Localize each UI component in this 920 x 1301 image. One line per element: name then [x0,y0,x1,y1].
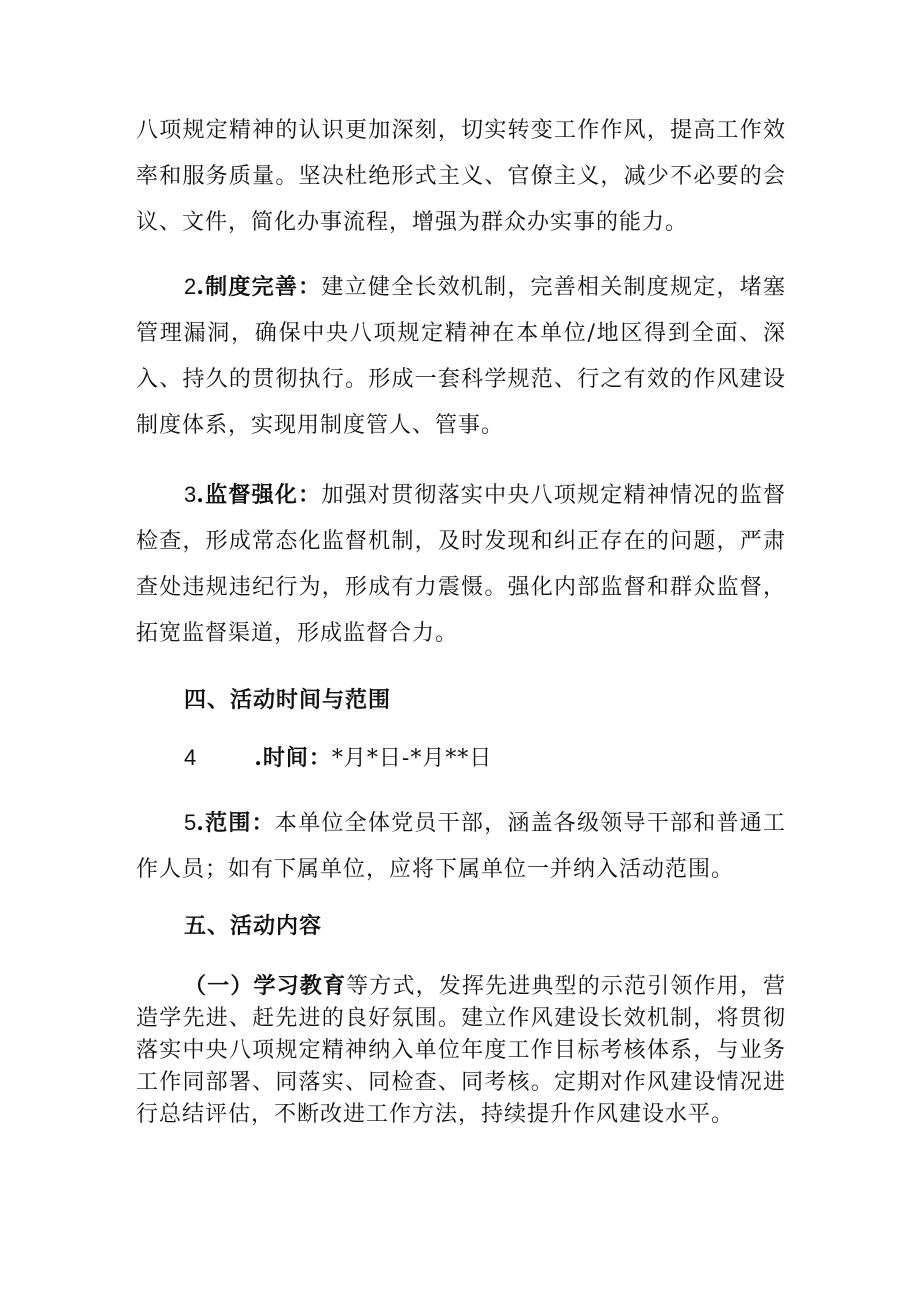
paragraph-text: 加强对贯彻落实中央八项规定精神情况的监督检查，形成常态化监督机制，及时发现和纠正存在的问题，严肃查处违规违纪行为，形成有力震慑。强化内部监督和群众监督，拓宽监督渠道，形成监督合力。 [136,483,786,646]
paragraph-system-improvement [136,264,786,449]
paragraph-time [184,742,492,775]
item-label: .范围： [196,810,275,836]
paragraph-text: *月*日-*月**日 [331,746,493,771]
item-number: 3 [184,482,197,507]
item-label: （一）学习教育 [184,973,347,999]
paragraph-text: 八项规定精神的认识更加深刻，切实转变工作作风，提高工作效率和服务质量。坚决杜绝形式主义、官僚主义，减少不必要的会议、文件，简化办事流程，增强为群众办实事的能力。 [136,118,786,235]
paragraph-text: 等方式，发挥先进典型的示范引领作用，营造学先进、赶先进的良好氛围。建立作风建设长效机制，将贯彻落实中央八项规定精神纳入单位年度工作目标考核体系，与业务工作同部署、同落实、同检查、同考核。定期对作风建设情况进行总结评估，不断改进工作方法，持续提升作风建设水平。 [136,974,786,1127]
item-label: .时间： [254,745,332,771]
section-heading-activity-content: 五、活动内容 [184,913,323,939]
item-label: .监督强化： [196,482,322,508]
section-heading-time-scope: 四、活动时间与范围 [184,687,392,713]
paragraph-text: 建立健全长效机制，完善相关制度规定，堵塞管理漏洞，确保中央八项规定精神在本单位/地区得到全面、深入、持久的贯彻执行。形成一套科学规范、行之有效的作风建设制度体系，实现用制度管人、管事。 [136,275,786,438]
paragraph-scope [136,800,786,893]
item-number: 4 [184,745,197,770]
paragraph-study-education [136,970,786,1131]
item-number: 5 [184,810,197,835]
item-number: 2 [184,274,197,299]
item-label: .制度完善： [196,274,322,300]
paragraph-text: 本单位全体党员干部，涵盖各级领导干部和普通工作人员；如有下属单位，应将下属单位一并纳入活动范围。 [136,811,786,882]
paragraph-continuation [136,108,786,246]
paragraph-supervision [136,472,786,657]
